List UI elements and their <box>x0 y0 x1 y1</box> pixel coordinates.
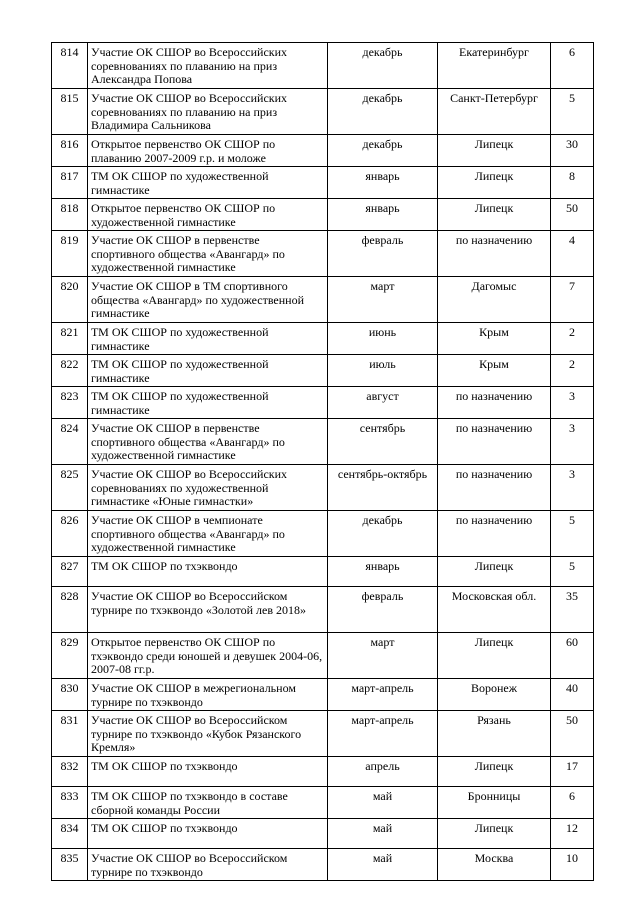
table-row <box>52 787 594 819</box>
event-name: Участие ОК СШОР в межрегиональном турнире по тхэквондо <box>88 679 328 711</box>
event-month: февраль <box>328 587 438 633</box>
event-month: декабрь <box>328 89 438 135</box>
row-number: 819 <box>52 231 88 277</box>
row-number: 822 <box>52 355 88 387</box>
event-name: ТМ ОК СШОР по тхэквондо <box>88 557 328 587</box>
event-name: Участие ОК СШОР во Всероссийских соревнованиях по плаванию на приз Александра Попова <box>88 43 328 89</box>
event-name: Участие ОК СШОР в чемпионате спортивного общества «Авангард» по художественной гимнастике <box>88 511 328 557</box>
table-row <box>52 199 594 231</box>
participant-count: 6 <box>551 43 594 89</box>
table-row <box>52 231 594 277</box>
participant-count: 10 <box>551 849 594 881</box>
row-number: 820 <box>52 277 88 323</box>
event-month: март-апрель <box>328 679 438 711</box>
event-name: Открытое первенство ОК СШОР по тхэквондо среди юношей и девушек 2004-06, 2007-08 гг.р. <box>88 633 328 679</box>
event-name: Участие ОК СШОР во Всероссийском турнире по тхэквондо <box>88 849 328 881</box>
event-name: Участие ОК СШОР во Всероссийском турнире по тхэквондо «Кубок Рязанского Кремля» <box>88 711 328 757</box>
event-place: по назначению <box>438 511 551 557</box>
event-month: декабрь <box>328 135 438 167</box>
row-number: 833 <box>52 787 88 819</box>
event-place: по назначению <box>438 465 551 511</box>
table-row <box>52 419 594 465</box>
event-name: Участие ОК СШОР в ТМ спортивного общества «Авангард» по художественной гимнастике <box>88 277 328 323</box>
participant-count: 35 <box>551 587 594 633</box>
event-month: январь <box>328 167 438 199</box>
table-row <box>52 465 594 511</box>
row-number: 834 <box>52 819 88 849</box>
table-row <box>52 135 594 167</box>
row-number: 830 <box>52 679 88 711</box>
table-row <box>52 167 594 199</box>
participant-count: 5 <box>551 557 594 587</box>
event-place: Московская обл. <box>438 587 551 633</box>
table-row <box>52 819 594 849</box>
event-place: Дагомыс <box>438 277 551 323</box>
event-month: февраль <box>328 231 438 277</box>
event-month: май <box>328 849 438 881</box>
event-month: январь <box>328 199 438 231</box>
row-number: 829 <box>52 633 88 679</box>
participant-count: 3 <box>551 387 594 419</box>
event-name: Открытое первенство ОК СШОР по плаванию 2007-2009 г.р. и моложе <box>88 135 328 167</box>
row-number: 827 <box>52 557 88 587</box>
event-name: Участие ОК СШОР во Всероссийском турнире по тхэквондо «Золотой лев 2018» <box>88 587 328 633</box>
event-place: Рязань <box>438 711 551 757</box>
events-table-body <box>52 43 594 881</box>
event-month: май <box>328 819 438 849</box>
event-name: Участие ОК СШОР в первенстве спортивного общества «Авангард» по художественной гимнастике <box>88 419 328 465</box>
table-row <box>52 587 594 633</box>
event-month: декабрь <box>328 43 438 89</box>
event-name: Участие ОК СШОР во Всероссийских соревнованиях по плаванию на приз Владимира Сальникова <box>88 89 328 135</box>
event-place: Липецк <box>438 135 551 167</box>
participant-count: 8 <box>551 167 594 199</box>
event-place: Липецк <box>438 167 551 199</box>
row-number: 821 <box>52 323 88 355</box>
participant-count: 2 <box>551 355 594 387</box>
table-row <box>52 323 594 355</box>
participant-count: 3 <box>551 465 594 511</box>
table-row <box>52 679 594 711</box>
participant-count: 2 <box>551 323 594 355</box>
event-name: Участие ОК СШОР во Всероссийских соревнованиях по художественной гимнастике «Юные гимнастки» <box>88 465 328 511</box>
event-month: декабрь <box>328 511 438 557</box>
table-row <box>52 757 594 787</box>
event-name: ТМ ОК СШОР по художественной гимнастике <box>88 323 328 355</box>
participant-count: 40 <box>551 679 594 711</box>
event-month: март <box>328 277 438 323</box>
row-number: 824 <box>52 419 88 465</box>
event-month: сентябрь <box>328 419 438 465</box>
event-place: по назначению <box>438 231 551 277</box>
event-place: Крым <box>438 355 551 387</box>
row-number: 816 <box>52 135 88 167</box>
row-number: 814 <box>52 43 88 89</box>
event-name: ТМ ОК СШОР по художественной гимнастике <box>88 387 328 419</box>
table-row <box>52 849 594 881</box>
participant-count: 12 <box>551 819 594 849</box>
row-number: 817 <box>52 167 88 199</box>
event-place: Воронеж <box>438 679 551 711</box>
event-name: ТМ ОК СШОР по художественной гимнастике <box>88 355 328 387</box>
event-place: по назначению <box>438 387 551 419</box>
participant-count: 6 <box>551 787 594 819</box>
table-row <box>52 387 594 419</box>
event-place: Екатеринбург <box>438 43 551 89</box>
event-month: январь <box>328 557 438 587</box>
event-name: ТМ ОК СШОР по тхэквондо в составе сборной команды России <box>88 787 328 819</box>
participant-count: 50 <box>551 199 594 231</box>
table-row <box>52 89 594 135</box>
participant-count: 3 <box>551 419 594 465</box>
event-place: по назначению <box>438 419 551 465</box>
row-number: 815 <box>52 89 88 135</box>
row-number: 826 <box>52 511 88 557</box>
table-row <box>52 633 594 679</box>
event-place: Липецк <box>438 199 551 231</box>
event-place: Санкт-Петербург <box>438 89 551 135</box>
row-number: 818 <box>52 199 88 231</box>
participant-count: 5 <box>551 89 594 135</box>
event-month: июнь <box>328 323 438 355</box>
event-month: август <box>328 387 438 419</box>
table-row <box>52 355 594 387</box>
participant-count: 5 <box>551 511 594 557</box>
event-month: сентябрь-октябрь <box>328 465 438 511</box>
event-name: ТМ ОК СШОР по тхэквондо <box>88 757 328 787</box>
table-row <box>52 711 594 757</box>
event-month: апрель <box>328 757 438 787</box>
participant-count: 30 <box>551 135 594 167</box>
event-month: май <box>328 787 438 819</box>
participant-count: 17 <box>551 757 594 787</box>
event-place: Липецк <box>438 557 551 587</box>
participant-count: 4 <box>551 231 594 277</box>
row-number: 835 <box>52 849 88 881</box>
participant-count: 50 <box>551 711 594 757</box>
table-row <box>52 557 594 587</box>
event-place: Москва <box>438 849 551 881</box>
table-row <box>52 277 594 323</box>
event-name: ТМ ОК СШОР по тхэквондо <box>88 819 328 849</box>
participant-count: 60 <box>551 633 594 679</box>
event-place: Липецк <box>438 819 551 849</box>
row-number: 823 <box>52 387 88 419</box>
event-month: март-апрель <box>328 711 438 757</box>
event-month: март <box>328 633 438 679</box>
participant-count: 7 <box>551 277 594 323</box>
row-number: 831 <box>52 711 88 757</box>
row-number: 828 <box>52 587 88 633</box>
event-name: Участие ОК СШОР в первенстве спортивного общества «Авангард» по художественной гимнастике <box>88 231 328 277</box>
event-name: ТМ ОК СШОР по художественной гимнастике <box>88 167 328 199</box>
row-number: 832 <box>52 757 88 787</box>
event-month: июль <box>328 355 438 387</box>
row-number: 825 <box>52 465 88 511</box>
event-place: Липецк <box>438 633 551 679</box>
table-row <box>52 43 594 89</box>
event-name: Открытое первенство ОК СШОР по художественной гимнастике <box>88 199 328 231</box>
event-place: Липецк <box>438 757 551 787</box>
table-row <box>52 511 594 557</box>
events-table <box>51 42 594 881</box>
event-place: Крым <box>438 323 551 355</box>
event-place: Бронницы <box>438 787 551 819</box>
